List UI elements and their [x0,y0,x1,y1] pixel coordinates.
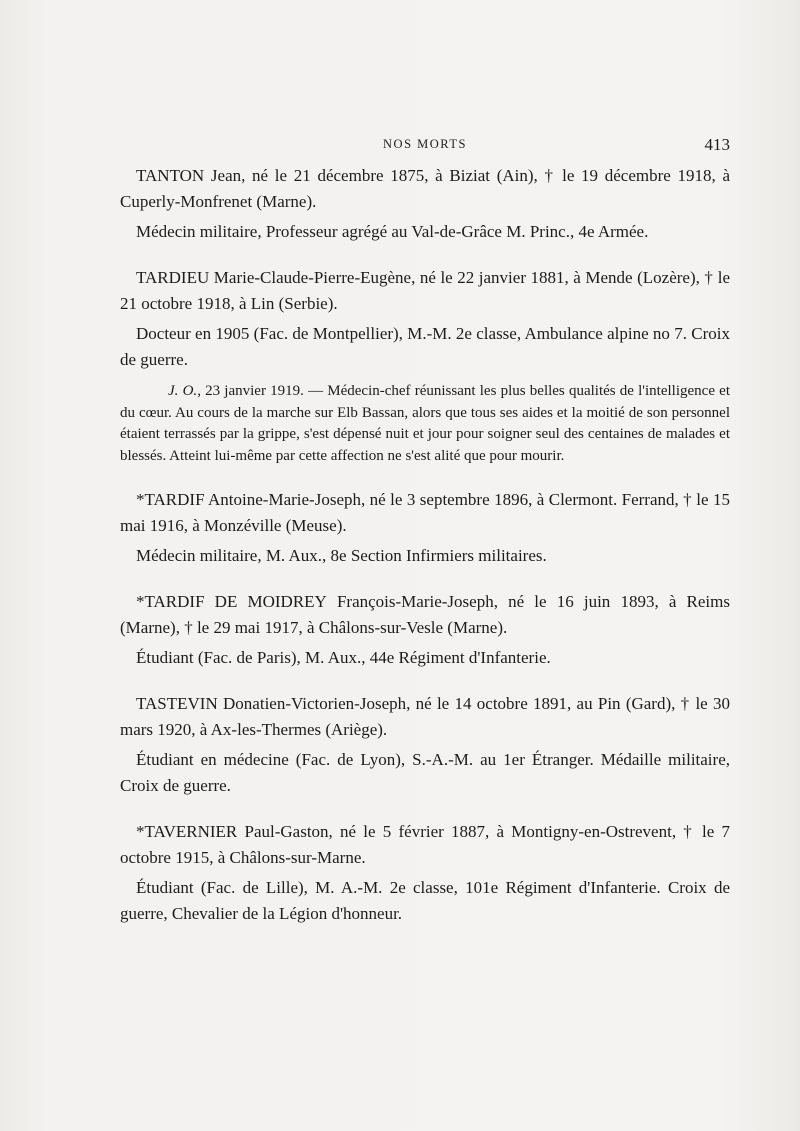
running-title: NOS MORTS [383,137,467,151]
service-details: Médecin militaire, Professeur agrégé au Val-de-Grâce M. Princ., 4e Armée. [136,222,649,241]
entry-heading [120,487,730,539]
birth-death-info: Antoine-Marie-Joseph, né le 3 septembre 1896, à Clermont. Ferrand, † le 15 mai 1916, à Monzéville (Meuse). [120,490,730,535]
page-number: 413 [704,135,730,154]
service-details: Étudiant (Fac. de Lille), M. A.-M. 2e classe, 101e Régiment d'Infanterie. Croix de guerre, Chevalier de la Légion d'honneur. [120,878,730,923]
surname: *TARDIF DE MOIDREY [136,592,327,611]
birth-death-info: Jean, né le 21 décembre 1875, à Biziat (Ain), † le 19 décembre 1918, à Cuperly-Monfrenet (Marne). [120,166,730,211]
entry-tanton [120,163,730,245]
entry-tardif-de-moidrey [120,589,730,671]
birth-death-info: Paul-Gaston, né le 5 février 1887, à Montigny-en-Ostrevent, † le 7 octobre 1915, à Châlons-sur-Marne. [120,822,730,867]
citation [120,381,730,467]
entry-tastevin [120,691,730,799]
service-details: Docteur en 1905 (Fac. de Montpellier), M.-M. 2e classe, Ambulance alpine no 7. Croix de guerre. [120,324,730,369]
citation-reference: J. O. [168,383,198,399]
entry-heading [120,819,730,871]
entry-heading [120,691,730,743]
citation-text: , 23 janvier 1919. — Médecin-chef réunissant les plus belles qualités de l'intelligence et du cœur. Au cours de la marche sur Elb Bassan, alors que tous ses aides et la moitié de son personnel étaient terrassés par la grippe, s'est dépensé nuit et jour pour soigner seul des centaines de malades et blessés. Atteint lui-même par cette affection ne s'est alité que pour mourir. [120,383,730,464]
surname: *TAVERNIER [136,822,238,841]
entry-tavernier [120,819,730,927]
entry-heading [120,265,730,317]
page-header [120,135,730,157]
obituary-list [120,163,730,947]
entry-tardieu [120,265,730,467]
birth-death-info: François-Marie-Joseph, né le 16 juin 1893, à Reims (Marne), † le 29 mai 1917, à Châlons-sur-Vesle (Marne). [120,592,730,637]
surname: TASTEVIN [136,694,218,713]
entry-heading [120,589,730,641]
service-details: Étudiant (Fac. de Paris), M. Aux., 44e Régiment d'Infanterie. [136,648,551,667]
birth-death-info: Donatien-Victorien-Joseph, né le 14 octobre 1891, au Pin (Gard), † le 30 mars 1920, à Ax-les-Thermes (Ariège). [120,694,730,739]
birth-death-info: Marie-Claude-Pierre-Eugène, né le 22 janvier 1881, à Mende (Lozère), † le 21 octobre 1918, à Lin (Serbie). [120,268,730,313]
surname: TARDIEU [136,268,210,287]
service-details: Médecin militaire, M. Aux., 8e Section Infirmiers militaires. [136,546,547,565]
service-details: Étudiant en médecine (Fac. de Lyon), S.-A.-M. au 1er Étranger. Médaille militaire, Croix de guerre. [120,750,730,795]
entry-heading [120,163,730,215]
entry-tardif [120,487,730,569]
surname: TANTON [136,166,205,185]
surname: *TARDIF [136,490,205,509]
